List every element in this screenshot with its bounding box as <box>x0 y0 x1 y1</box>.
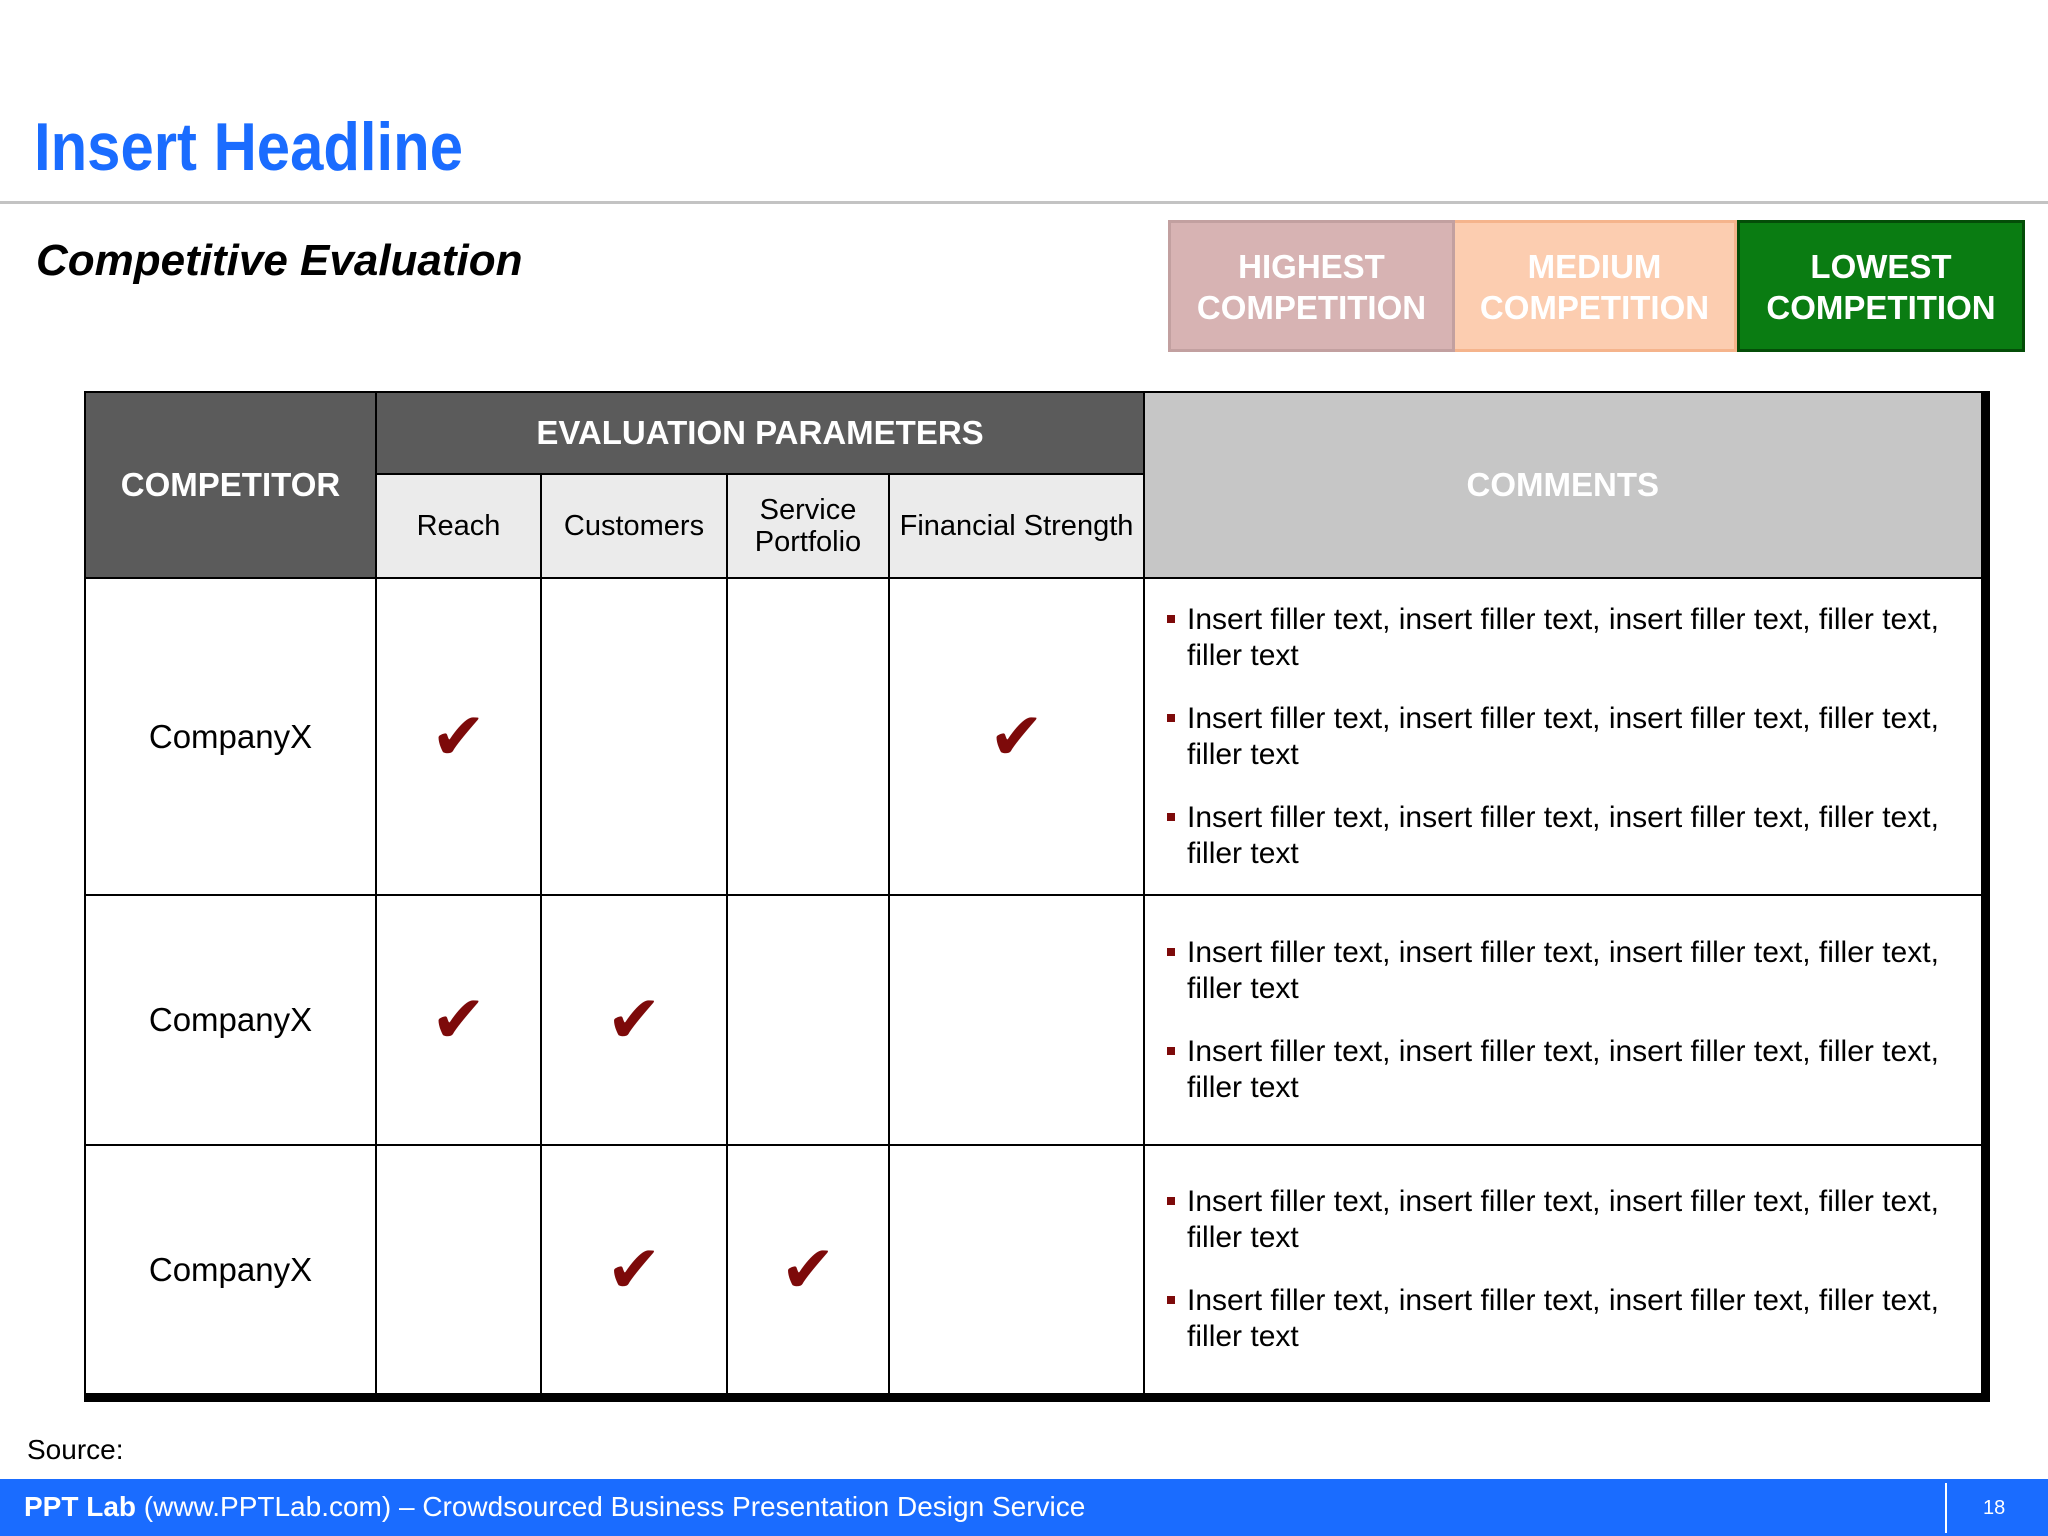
comment-bullet: Insert filler text, insert filler text, insert filler text, filler text, filler text <box>1187 1184 1961 1256</box>
customers-cell <box>541 1145 727 1397</box>
comment-bullet: Insert filler text, insert filler text, insert filler text, filler text, filler text <box>1187 800 1961 872</box>
comments-cell <box>1144 895 1985 1145</box>
check-icon: ✔ <box>430 981 487 1059</box>
legend-lowest-competition <box>1737 220 2025 352</box>
customers-cell <box>541 895 727 1145</box>
param-header-customers: Customers <box>541 474 727 578</box>
check-icon: ✔ <box>780 1230 836 1308</box>
slide-headline: Insert Headline <box>34 109 463 185</box>
comment-list <box>1187 1184 1961 1355</box>
customers-cell <box>541 578 727 895</box>
footer-brand: PPT Lab <box>24 1491 137 1522</box>
source-label: Source: <box>27 1434 124 1465</box>
comment-bullet: Insert filler text, insert filler text, insert filler text, filler text, filler text <box>1187 701 1961 773</box>
reach-cell <box>376 1145 541 1397</box>
service-portfolio-cell <box>727 578 889 895</box>
comment-bullet: Insert filler text, insert filler text, insert filler text, filler text, filler text <box>1187 602 1961 674</box>
comment-list <box>1187 935 1961 1106</box>
check-icon: ✔ <box>988 697 1045 775</box>
check-icon: ✔ <box>430 697 487 775</box>
param-header-financial-strength: Financial Strength <box>889 474 1144 578</box>
page-number: 18 <box>1983 1497 2006 1519</box>
legend-highest-label: HIGHEST COMPETITION <box>1196 248 1427 326</box>
slide-subtitle: Competitive Evaluation <box>36 236 523 285</box>
competitor-name: CompanyX <box>85 1145 376 1397</box>
comment-bullet: Insert filler text, insert filler text, insert filler text, filler text, filler text <box>1187 935 1961 1007</box>
service-portfolio-cell <box>727 1145 889 1397</box>
check-icon: ✔ <box>606 981 662 1059</box>
competitor-name: CompanyX <box>85 895 376 1145</box>
footer-tagline: (www.PPTLab.com) – Crowdsourced Business Presentation Design Service <box>136 1491 1086 1522</box>
reach-cell <box>376 578 541 895</box>
table-row <box>85 895 1985 1145</box>
legend-highest-competition <box>1168 220 1455 352</box>
competitor-header: COMPETITOR <box>85 392 376 578</box>
comment-bullet: Insert filler text, insert filler text, insert filler text, filler text, filler text <box>1187 1034 1961 1106</box>
legend-lowest-label: LOWEST COMPETITION <box>1766 248 1996 326</box>
param-header-service-portfolio: Service Portfolio <box>727 474 889 578</box>
financial-strength-cell <box>889 1145 1144 1397</box>
footer-divider <box>1945 1483 1947 1533</box>
footer-bar <box>0 1479 2048 1536</box>
footer-text <box>24 1489 1085 1525</box>
title-divider <box>0 201 2048 204</box>
financial-strength-cell <box>889 895 1144 1145</box>
comments-header: COMMENTS <box>1144 392 1985 578</box>
legend-medium-label: MEDIUM COMPETITION <box>1479 248 1710 326</box>
comments-cell <box>1144 578 1985 895</box>
comment-list <box>1187 602 1961 872</box>
comment-bullet: Insert filler text, insert filler text, insert filler text, filler text, filler text <box>1187 1283 1961 1355</box>
table-row <box>85 578 1985 895</box>
evaluation-parameters-header: EVALUATION PARAMETERS <box>376 392 1144 474</box>
service-portfolio-cell <box>727 895 889 1145</box>
check-icon: ✔ <box>606 1230 662 1308</box>
reach-cell <box>376 895 541 1145</box>
competition-legend <box>1168 220 2025 352</box>
table-row <box>85 1145 1985 1397</box>
financial-strength-cell <box>889 578 1144 895</box>
competitor-name: CompanyX <box>85 578 376 895</box>
legend-medium-competition <box>1455 220 1737 352</box>
comments-cell <box>1144 1145 1985 1397</box>
competitive-evaluation-table <box>84 391 1990 1402</box>
param-header-reach: Reach <box>376 474 541 578</box>
